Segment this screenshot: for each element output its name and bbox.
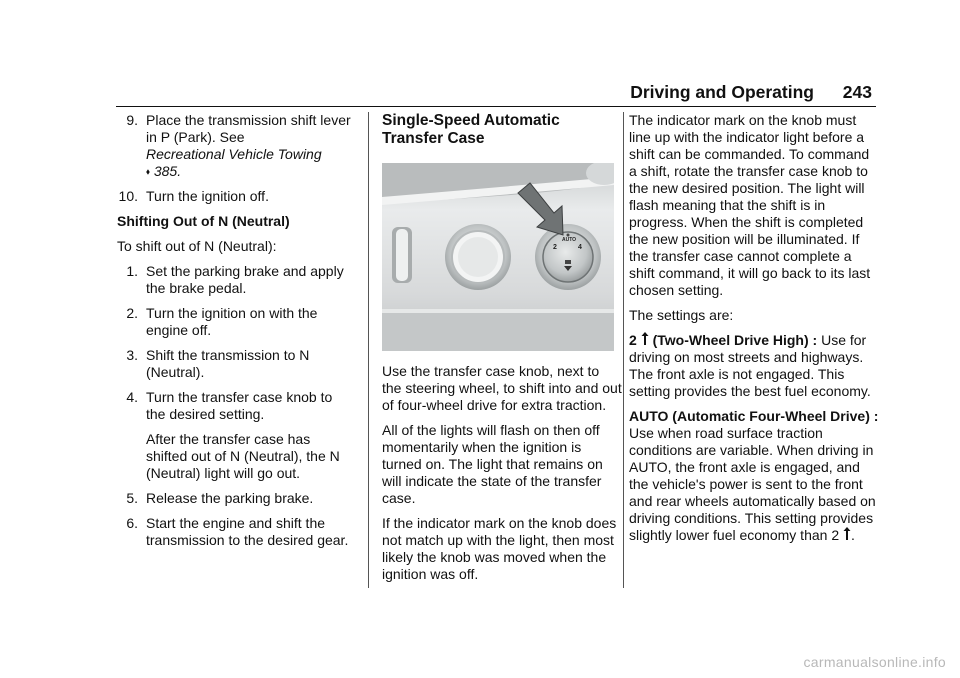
paragraph: All of the lights will flash on then off momentarily when the ignition is turned on. The light that remains on will indicate the state of the transfer case.: [382, 422, 603, 506]
intro-text: To shift out of N (Neutral):: [117, 238, 277, 254]
paragraph: Use the transfer case knob, next to the steering wheel, to shift into and out of four-wheel drive for extra traction.: [382, 363, 622, 413]
knob-label-4: 4: [578, 244, 582, 251]
column-divider: [368, 112, 369, 588]
knob-label-auto: AUTO: [562, 237, 577, 243]
subheading: Shifting Out of N (Neutral): [117, 213, 290, 229]
page-header: [116, 82, 876, 106]
high-range-arrow-icon: [641, 332, 649, 345]
section-title: Driving and Operating: [630, 82, 814, 102]
list-item: 1. Set the parking brake and apply the brake pedal.: [126, 263, 344, 296]
list-item: 4. Turn the transfer case knob to the desired setting.: [126, 389, 333, 422]
header-rule: [116, 106, 876, 107]
page-reference-icon: ⬪: [146, 163, 150, 179]
list-item: 2. Turn the ignition on with the engine off.: [126, 305, 318, 338]
paragraph: If the indicator mark on the knob does not match up with the light, then most likely the knob was moved when the ignition was off.: [382, 515, 617, 582]
list-item: 9. Place the transmission shift lever in P (Park). See Recreational Vehicle Towing ⬪ 385.: [126, 112, 351, 179]
column-divider: [623, 112, 624, 588]
high-range-arrow-icon: [843, 527, 851, 540]
knob-label-2: 2: [553, 244, 557, 251]
section-heading: Single-Speed Automatic Transfer Case: [382, 112, 560, 147]
cross-reference-page[interactable]: 385: [153, 163, 178, 179]
transfer-case-knob-photo: [382, 163, 614, 351]
list-item: 10. Turn the ignition off.: [118, 188, 269, 204]
watermark: carmanualsonline.info: [803, 654, 946, 670]
column-2: [382, 112, 622, 591]
step-note: After the transfer case has shifted out of N (Neutral), the N (Neutral) light will go out.: [146, 431, 340, 481]
paragraph: The indicator mark on the knob must line up with the indicator light before a shift can be commanded. To command a shift, rotate the transfer case knob to the new desired position. The light will flash meaning that the shift is in progress. When the shift is completed the new position will be illuminated. If the transfer case cannot complete a shift command, it will go back to its last chosen setting.: [629, 112, 871, 298]
setting-auto: AUTO (Automatic Four-Wheel Drive) : Use when road surface traction conditions are variable. When driving in AUTO, the front axle is engaged, and the vehicle's power is sent to the front and rear wheels automatically based on driving conditions. This setting provides slightly lower fuel economy than 2 .: [629, 408, 879, 543]
paragraph: The settings are:: [629, 307, 734, 323]
cross-reference-link[interactable]: Recreational Vehicle Towing: [146, 146, 322, 162]
list-item: 6. Start the engine and shift the transmission to the desired gear.: [126, 515, 349, 548]
page-number: 243: [842, 82, 872, 102]
list-item: 3. Shift the transmission to N (Neutral).: [126, 347, 310, 380]
column-3: [629, 112, 879, 552]
setting-two-wheel-high: 2 (Two-Wheel Drive High) : Use for driving on most streets and highways. The front axle is not engaged. This setting provides the best fuel economy.: [629, 332, 871, 399]
list-item: 5. Release the parking brake.: [126, 490, 314, 506]
column-1: [117, 112, 352, 557]
